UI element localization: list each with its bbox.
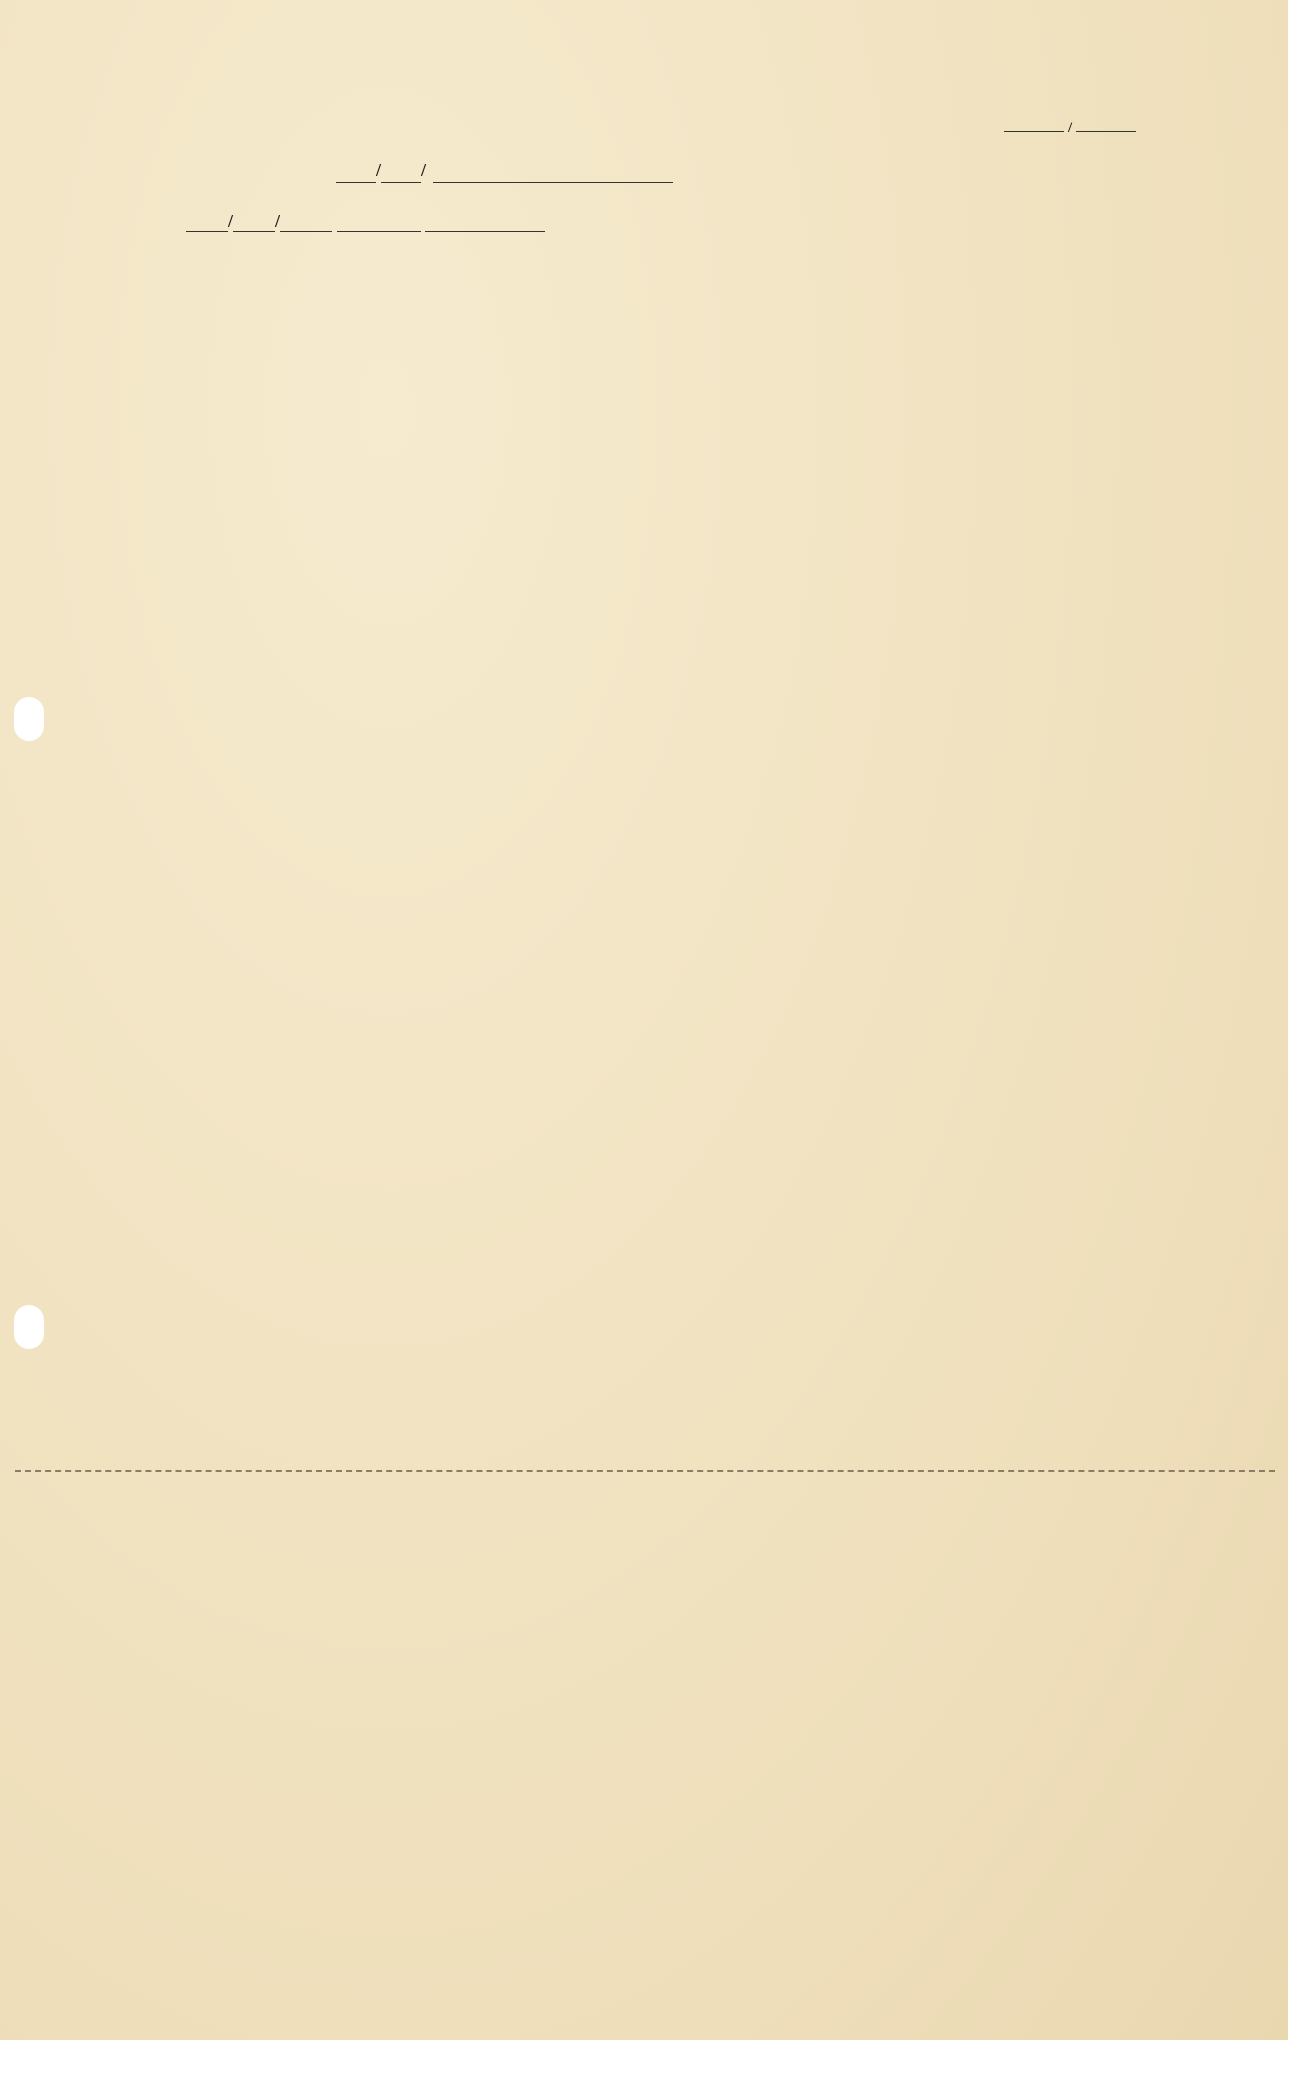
serial-field: / bbox=[1000, 120, 1140, 137]
punch-hole bbox=[14, 697, 44, 741]
punch-hole bbox=[14, 1305, 44, 1349]
date-unit-row: / / bbox=[336, 160, 673, 183]
tear-line bbox=[15, 1470, 1275, 1472]
we-row: / / bbox=[186, 211, 545, 232]
